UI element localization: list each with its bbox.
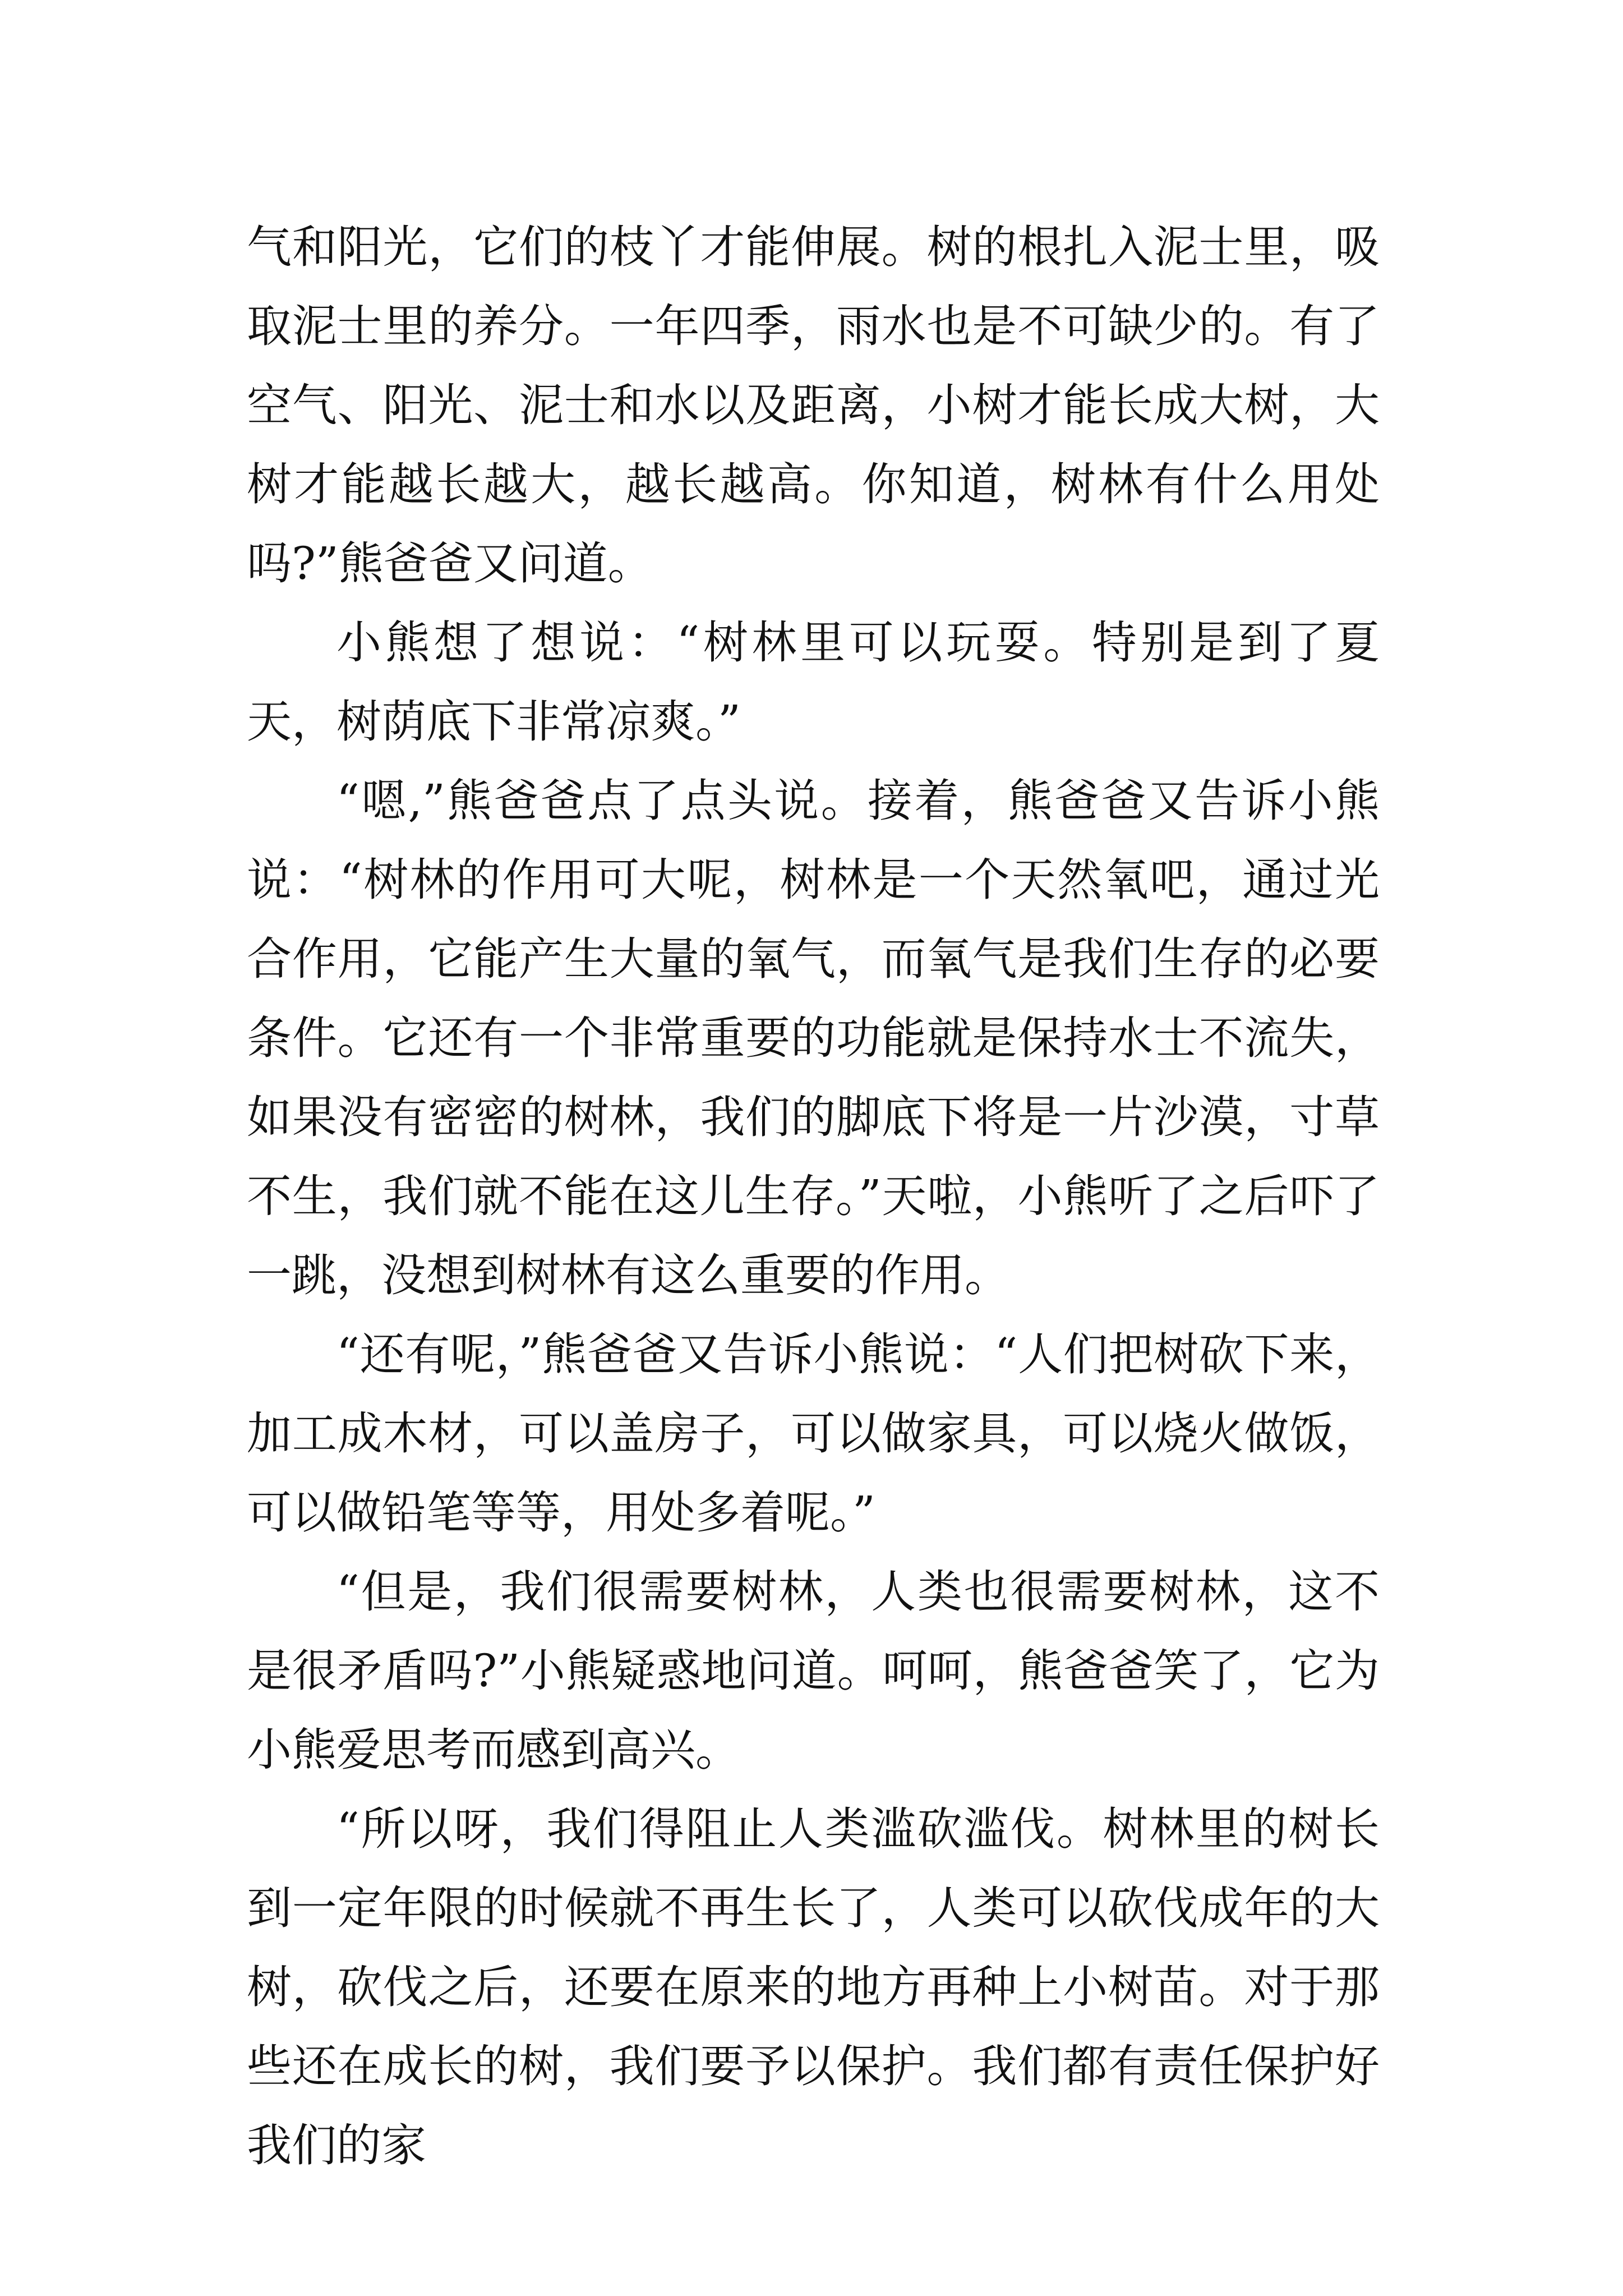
paragraph-2: 小熊想了想说：“树林里可以玩耍。特别是到了夏天，树荫底下非常凉爽。” <box>247 616 1380 748</box>
paragraph-3: “嗯,”熊爸爸点了点头说。接着，熊爸爸又告诉小熊说：“树林的作用可大呢，树林是一个天然氧吧，通过光合作用，它能产生大量的氧气，而氧气是我们生存的必要条件。它还有一个非常重要的功能就是保持水士不流失，如果没有密密的树林，我们的脚底下将是一片沙漠，寸草不生，我们就不能在这儿生存。”天啦，小熊听了之后吓了一跳，没想到树林有这么重要的作用。 <box>247 775 1380 1301</box>
paragraph-5: “但是，我们很需要树林，人类也很需要树林，这不是很矛盾吗?”小熊疑惑地问道。呵呵，熊爸爸笑了，它为小熊爱思考而感到高兴。 <box>247 1566 1380 1776</box>
paragraph-4: “还有呢，”熊爸爸又告诉小熊说：“人们把树砍下来，加工成木材，可以盖房子，可以做家具，可以烧火做饭，可以做铅笔等等，用处多着呢。” <box>247 1328 1380 1539</box>
paragraph-1: 气和阳光，它们的枝丫才能伸展。树的根扎入泥士里，吸取泥士里的养分。一年四季，雨水也是不可缺少的。有了空气、阳光、泥士和水以及距离，小树才能长成大树，大树才能越长越大，越长越高。你知道，树林有什么用处吗?”熊爸爸又问道。 <box>247 221 1380 590</box>
paragraph-6: “所以呀，我们得阻止人类滥砍滥伐。树林里的树长到一定年限的时候就不再生长了，人类可以砍伐成年的大树，砍伐之后，还要在原来的地方再种上小树苗。对于那些还在成长的树，我们要予以保护。我们都有责任保护好我们的家 <box>247 1803 1380 2171</box>
story-text <box>247 208 1380 2185</box>
